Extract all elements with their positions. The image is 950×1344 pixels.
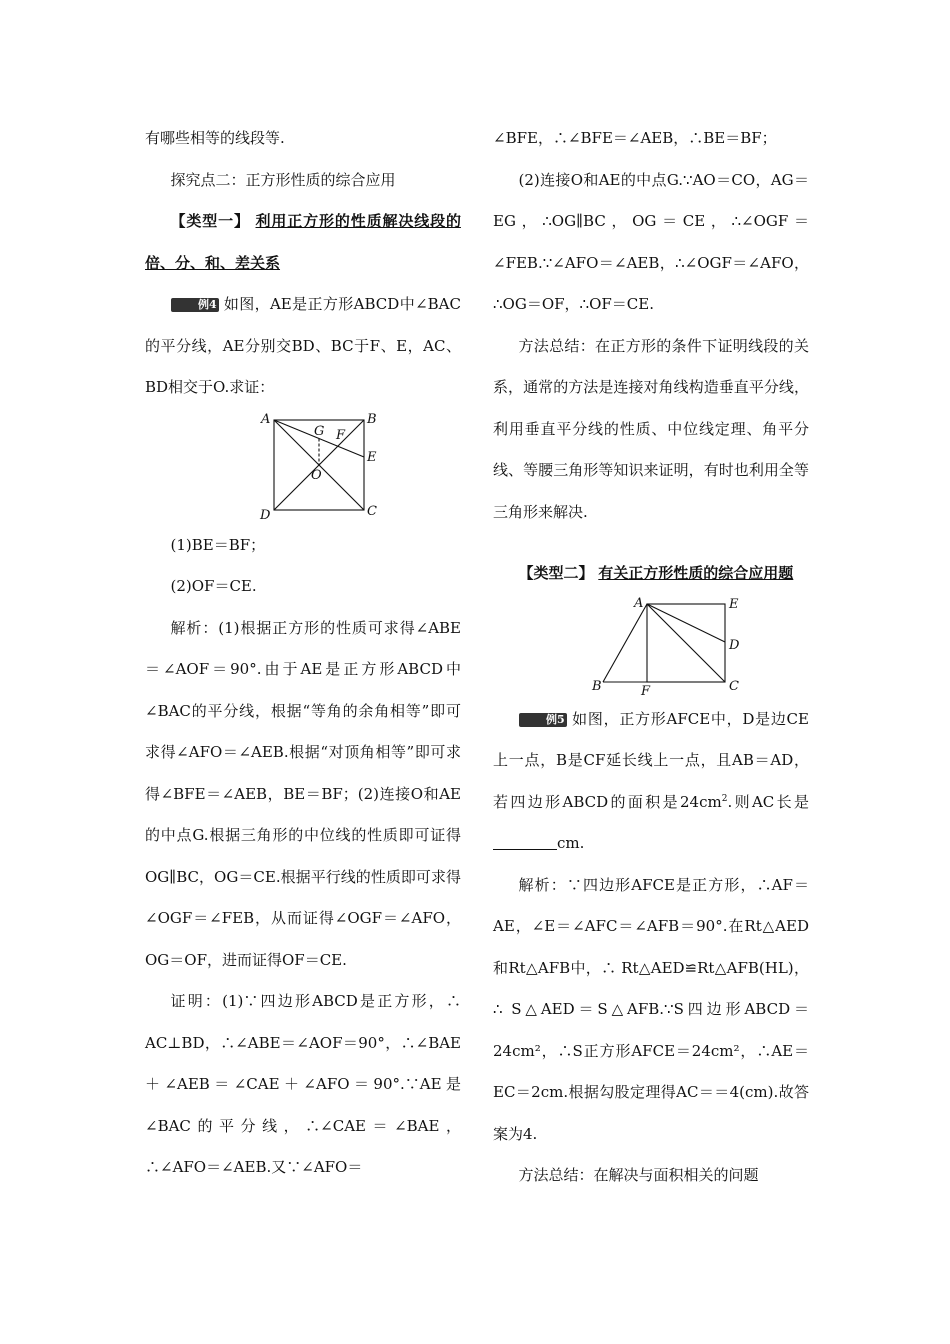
proof-1: 证明：(1)∵四边形ABCD是正方形，∴ AC⊥BD，∴∠ABE＝∠AOF＝90°，∴∠BAE＋∠AEB＝∠CAE＋∠AFO＝90°.∵AE是∠BAC的平分线，∴∠CAE＝∠BAE，∴∠AFO＝∠AEB.又∵∠AFO＝	[145, 992, 461, 1176]
label-g: G	[314, 423, 325, 439]
proof-continued: ∠BFE，∴∠BFE＝∠AEB，∴BE＝BF；	[493, 129, 777, 147]
example4-text: 如图，AE是正方形ABCD中∠BAC的平分线，AE分别交BD、BC于F、E，AC、BD相交于O.求证：	[145, 295, 461, 396]
label-e: E	[367, 449, 377, 465]
example5-badge: 例5	[519, 713, 567, 727]
left-column	[145, 118, 461, 1189]
label-f: F	[336, 427, 346, 443]
label2-e: E	[729, 596, 739, 612]
label2-c: C	[729, 678, 739, 694]
example4	[145, 284, 461, 409]
label-c: C	[367, 503, 377, 519]
label2-f: F	[641, 683, 651, 695]
analysis-2: 解析：∵四边形AFCE是正方形，∴AF＝AE，∠E＝∠AFC＝∠AFB＝90°.在Rt△AED和Rt△AFB中，∴ Rt△AED≌Rt△AFB(HL)，∴ S△AED＝S△AFB.∵S四边形ABCD＝24cm²，∴S正方形AFCE＝24cm²，∴AE＝EC＝2cm.根据勾股定理得AC＝＝4(cm).故答案为4.	[493, 875, 809, 1143]
segment-ad	[647, 604, 725, 642]
square-abcd-figure	[145, 411, 461, 521]
answer-blank[interactable]	[493, 833, 557, 850]
method-summary-2: 方法总结：在解决与面积相关的问题	[518, 1166, 759, 1184]
label-a: A	[261, 411, 271, 427]
method-summary-1: 方法总结：在正方形的条件下证明线段的关系，通常的方法是连接对角线构造垂直平分线，利用垂直平分线的性质、中位线定理、角平分线、等腰三角形等知识来证明，有时也利用全等三角形来解决.	[493, 336, 809, 521]
type1-heading	[145, 201, 461, 284]
question-2: (2)OF＝CE.	[170, 577, 257, 595]
example5-unit: cm.	[557, 834, 585, 852]
left-line-1: 有哪些相等的线段等.	[145, 129, 285, 147]
example5-superscript: 2	[721, 793, 728, 804]
question-1: (1)BE＝BF；	[170, 535, 266, 554]
label-o: O	[311, 467, 322, 483]
section-title: 探究点二：正方形性质的综合应用	[170, 170, 396, 189]
label2-a: A	[634, 596, 644, 611]
label2-b: B	[592, 678, 602, 694]
label2-d: D	[729, 637, 740, 653]
type1-tag: 【类型一】	[170, 212, 250, 230]
square-afce-figure	[493, 597, 809, 695]
right-column	[493, 118, 809, 1197]
type2-tag: 【类型二】	[518, 564, 594, 582]
type1-title: 利用正方形的性质解决线段的倍、分、和、差关系	[145, 212, 461, 272]
analysis-1: 解析：(1)根据正方形的性质可求得∠ABE＝∠AOF＝90°.由于AE是正方形ABCD中∠BAC的平分线，根据“等角的余角相等”即可求得∠AFO＝∠AEB.根据“对顶角相等”即可求得∠BFE＝∠AEB，BE＝BF；(2)连接O和AE的中点G.根据三角形的中位线的性质即可证得OG∥BC，OG＝CE.根据平行线的性质即可求得∠OGF＝∠FEB，从而证得∠OGF＝∠AFO，OG＝OF，进而证得OF＝CE.	[145, 618, 461, 969]
example5-text-b: .则AC长是	[727, 792, 810, 811]
diagonal-ac	[647, 604, 725, 682]
example5-text-a: 如图，正方形AFCE中，D是边CE上一点，B是CF延长线上一点，且AB＝AD，若四边形ABCD的面积是24cm	[493, 709, 809, 811]
example5	[493, 699, 809, 865]
label-b: B	[367, 411, 377, 427]
type2-title: 有关正方形性质的综合应用题	[598, 564, 794, 582]
example4-badge: 例4	[171, 298, 219, 312]
proof-part-2: (2)连接O和AE的中点G.∵AO＝CO，AG＝EG，∴OG∥BC，OG＝CE，∴∠OGF＝∠FEB.∵∠AFO＝∠AEB，∴∠OGF＝∠AFO，∴OG＝OF，∴OF＝CE.	[493, 170, 809, 313]
segment-ab	[603, 604, 647, 682]
type2-heading	[493, 553, 809, 595]
label-d: D	[260, 507, 271, 521]
